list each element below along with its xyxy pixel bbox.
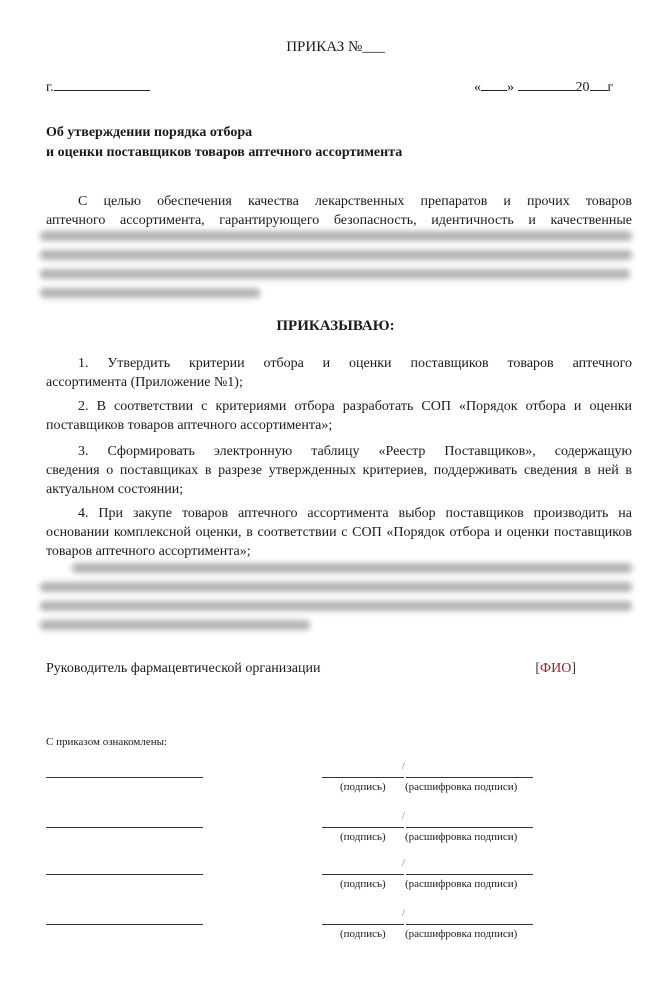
signature-row-4: [0, 910, 671, 950]
signature-caption: (подпись): [340, 781, 386, 793]
head-signature-row: [46, 661, 576, 677]
city-prefix: г.: [46, 80, 54, 95]
month-blank: [518, 77, 576, 91]
date-close-quote: »: [507, 80, 514, 95]
signature-decode-blank: [406, 910, 533, 925]
order-item-1: 1. Утвердить критерии отбора и оценки поставщиков товаров аптечного ассортимента (Приложение №1);: [46, 356, 632, 390]
decode-caption: (расшифровка подписи): [405, 928, 518, 940]
signature-decode-blank: [406, 860, 533, 875]
signature-blank: [322, 860, 404, 875]
slash-divider: /: [402, 761, 405, 772]
decode-caption: (расшифровка подписи): [405, 781, 518, 793]
city-field: [46, 77, 150, 96]
subject-line-2: и оценки поставщиков товаров аптечного ассортимента: [46, 145, 403, 160]
preamble-line-2: аптечного ассортимента, гарантирующего безопасность, идентичность и качественные: [46, 213, 632, 228]
decode-caption: (расшифровка подписи): [405, 831, 518, 843]
signature-blank: [322, 763, 404, 778]
date-field: [474, 77, 613, 96]
signature-caption: (подпись): [340, 878, 386, 890]
slash-divider: /: [402, 811, 405, 822]
signature-row-1: [0, 763, 671, 803]
employee-name-blank: [46, 813, 203, 828]
year-suffix: г: [607, 80, 614, 95]
acknowledged-label: С приказом ознакомлены:: [46, 736, 168, 748]
signature-blank: [322, 813, 404, 828]
document-title: ПРИКАЗ №___: [286, 39, 385, 55]
decode-caption: (расшифровка подписи): [405, 878, 518, 890]
signature-blank: [322, 910, 404, 925]
signature-caption: (подпись): [340, 831, 386, 843]
order-item-3: 3. Сформировать электронную таблицу «Реестр Поставщиков», содержащую сведения о поставщиках в разрезе утвержденных критериев, поддерживать сведения в ней в актуальном состоянии;: [46, 444, 632, 497]
employee-name-blank: [46, 763, 203, 778]
preamble-line-1: С целью обеспечения качества лекарственных препаратов и прочих товаров: [78, 194, 632, 209]
day-blank: [481, 77, 507, 91]
signature-decode-blank: [406, 763, 533, 778]
order-subject: [46, 123, 402, 163]
year-prefix: 20: [575, 80, 590, 95]
slash-divider: /: [402, 908, 405, 919]
order-heading: ПРИКАЗЫВАЮ:: [276, 318, 395, 334]
employee-name-blank: [46, 910, 203, 925]
signature-row-2: [0, 813, 671, 853]
date-open-quote: «: [474, 80, 481, 95]
signature-decode-blank: [406, 813, 533, 828]
signature-row-3: [0, 860, 671, 900]
head-title: Руководитель фармацевтической организации: [46, 661, 321, 676]
signature-caption: (подпись): [340, 928, 386, 940]
order-item-4: 4. При закупе товаров аптечного ассортимента выбор поставщиков производить на основании комплексной оценки, в соответствии с СОП «Порядок отбора и оценки поставщиков товаров аптечного ассортимента»;: [46, 506, 632, 559]
order-item-2: 2. В соответствии с критериями отбора разработать СОП «Порядок отбора и оценки поставщиков товаров аптечного ассортимента»;: [46, 399, 632, 433]
year-blank: [590, 77, 608, 91]
city-blank: [54, 77, 150, 91]
employee-name-blank: [46, 860, 203, 875]
subject-line-1: Об утверждении порядка отбора: [46, 125, 253, 140]
slash-divider: /: [402, 858, 405, 869]
redacted-preamble: [40, 231, 632, 307]
redacted-item-5: [40, 563, 632, 639]
head-name-placeholder: [ФИО]: [535, 661, 576, 676]
